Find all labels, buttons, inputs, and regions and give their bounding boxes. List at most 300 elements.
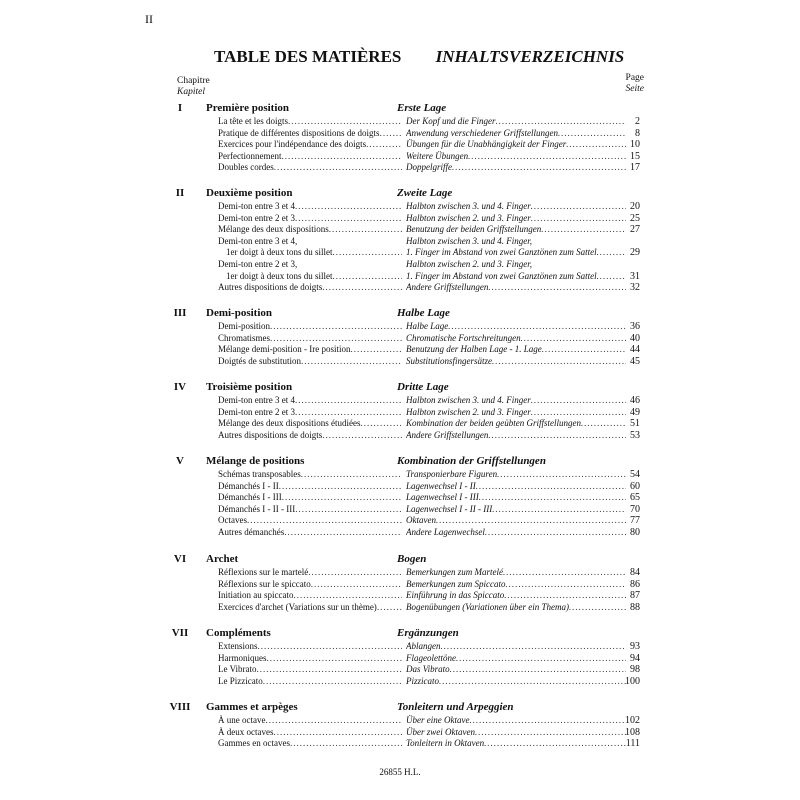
leader-dots — [521, 333, 626, 344]
entry-text-de: Pizzicato — [406, 675, 439, 686]
toc-entry[interactable] — [0, 738, 800, 749]
entry-page-number: 46 — [630, 395, 640, 406]
entry-title-de — [406, 213, 626, 224]
chapter-section — [0, 553, 800, 613]
entry-title-fr — [218, 664, 402, 675]
leader-dots — [484, 738, 626, 749]
chapter-number: I — [177, 102, 183, 114]
chapter-heading — [0, 455, 800, 468]
entry-page-number: 32 — [630, 282, 640, 294]
entry-text-fr: Pratique de différentes dispositions de doigts — [218, 127, 380, 138]
entry-title-fr — [218, 247, 402, 258]
leader-dots — [295, 213, 402, 224]
entry-text-fr: Doubles cordes — [218, 162, 274, 173]
leader-dots — [531, 201, 626, 212]
entry-title-de — [406, 333, 626, 344]
entry-page-number: 102 — [625, 715, 640, 726]
leader-dots — [492, 504, 626, 515]
entry-title-fr — [218, 344, 402, 355]
entry-text-de: Doppelgriffe — [406, 162, 452, 173]
entry-title-fr — [218, 579, 402, 590]
chapter-title-fr: Mélange de positions — [206, 455, 305, 467]
toc-entry[interactable] — [0, 504, 800, 515]
publisher-code: 26855 H.L. — [379, 767, 421, 777]
entry-title-fr — [218, 504, 402, 515]
toc-entry[interactable] — [0, 590, 800, 601]
entry-text-de: Anwendung verschiedener Griffstellungen — [406, 127, 558, 138]
entry-text-de: Einführung in das Spiccato — [406, 590, 505, 601]
entry-title-de — [406, 481, 626, 492]
entry-title-fr — [218, 430, 402, 441]
entry-text-fr: Autres démanchés — [218, 527, 285, 537]
entry-text-fr: Mélange des deux dispositions étudiées — [218, 418, 361, 429]
entry-text-de: Weitere Übungen — [406, 150, 469, 161]
toc-entry[interactable] — [0, 527, 800, 538]
chapter-section — [0, 455, 800, 538]
leader-dots — [456, 653, 626, 664]
entry-page-number: 45 — [630, 355, 640, 367]
leader-dots — [541, 224, 626, 235]
toc-entry[interactable] — [0, 282, 800, 293]
leader-dots — [279, 481, 402, 492]
leader-dots — [295, 395, 402, 406]
leader-dots — [247, 515, 402, 526]
entry-title-de — [406, 201, 626, 212]
entry-title-de — [406, 344, 626, 355]
entry-title-de — [406, 527, 626, 538]
entry-page-number: 51 — [630, 418, 640, 430]
leader-dots — [288, 116, 402, 127]
toc-entry[interactable] — [0, 515, 800, 526]
entry-title-de — [406, 515, 626, 526]
entry-title-fr — [218, 492, 402, 503]
leader-dots — [332, 271, 402, 282]
leader-dots — [270, 321, 402, 332]
entry-title-de — [406, 590, 626, 601]
entry-text-fr: Exercices pour l'indépendance des doigts — [218, 139, 367, 150]
entry-text-de: Bemerkungen zum Martelé — [406, 567, 503, 577]
entry-title-fr — [218, 602, 402, 613]
toc-entry[interactable] — [0, 236, 800, 247]
toc-entry[interactable] — [0, 247, 800, 258]
entry-title-fr — [218, 162, 402, 173]
entry-text-fr: Doigtés de substitution — [218, 355, 301, 366]
leader-dots — [469, 715, 626, 726]
toc-entry[interactable] — [0, 481, 800, 492]
entry-page-number: 86 — [630, 578, 640, 590]
chapter-title-fr: Deuxième position — [206, 187, 293, 199]
entry-text-fr: Démanchés I - II — [218, 480, 279, 491]
leader-dots — [441, 641, 627, 652]
entry-page-number: 53 — [630, 429, 640, 441]
entry-title-fr — [218, 201, 402, 212]
toc-entry[interactable] — [0, 213, 800, 224]
entry-text-fr: Harmoniques — [218, 652, 267, 663]
entry-page-number: 54 — [630, 469, 640, 480]
entry-title-de — [406, 567, 626, 578]
toc-entry[interactable] — [0, 469, 800, 480]
entry-page-number: 27 — [630, 224, 640, 236]
chapter-title-fr: Troisième position — [206, 381, 293, 393]
leader-dots — [377, 602, 402, 613]
entry-title-de — [406, 653, 626, 664]
entry-text-de: Halbton zwischen 2. und 3. Finger — [406, 406, 531, 417]
chapter-title-de: Kombination der Griffstellungen — [397, 455, 546, 467]
entry-title-fr — [218, 727, 402, 738]
entry-title-de — [406, 236, 626, 247]
entry-title-fr — [218, 213, 402, 224]
chapter-section — [0, 307, 800, 367]
entry-text-de: Bemerkungen zum Spiccato — [406, 578, 506, 589]
chapter-label-de: Kapitel — [177, 87, 205, 97]
entry-title-fr — [218, 527, 402, 538]
entry-text-de: Halbton zwischen 3. und 4. Finger — [406, 201, 531, 211]
leader-dots — [566, 139, 626, 150]
leader-dots — [301, 356, 402, 367]
entry-text-fr: Demi-ton entre 2 et 3 — [218, 212, 295, 223]
leader-dots — [450, 664, 626, 675]
entry-title-fr — [218, 469, 402, 480]
entry-page-number: 65 — [630, 492, 640, 504]
leader-dots — [308, 567, 402, 578]
entry-text-de: Halbe Lage — [406, 321, 449, 331]
entry-text-de: Halbton zwischen 2. und 3. Finger — [406, 212, 531, 223]
entry-page-number: 87 — [630, 590, 640, 602]
entry-title-de — [406, 715, 626, 726]
toc-entry[interactable] — [0, 492, 800, 503]
leader-dots — [282, 492, 402, 503]
entry-text-fr: À deux octaves — [218, 726, 274, 737]
entry-page-number: 49 — [630, 406, 640, 418]
entry-title-de — [406, 727, 626, 738]
entry-page-number: 2 — [635, 116, 640, 127]
entry-page-number: 29 — [630, 247, 640, 259]
entry-title-de — [406, 321, 626, 332]
entry-text-fr: Octaves — [218, 515, 247, 526]
entry-title-fr — [218, 321, 402, 332]
chapter-section — [0, 701, 800, 750]
entry-title-fr — [218, 139, 402, 150]
chapter-title-fr: Première position — [206, 102, 289, 114]
leader-dots — [281, 151, 402, 162]
entry-title-de — [406, 738, 626, 749]
chapter-title-de: Bogen — [397, 553, 427, 565]
toc-entry[interactable] — [0, 407, 800, 418]
entry-title-de — [406, 259, 626, 270]
entry-text-fr: Demi-ton entre 3 et 4 — [218, 201, 295, 211]
leader-dots — [476, 481, 626, 492]
entry-page-number: 94 — [630, 652, 640, 664]
entry-page-number: 36 — [630, 321, 640, 332]
chapter-section — [0, 381, 800, 441]
entry-text-de: Lagenwechsel I - II - III — [406, 503, 493, 514]
entry-title-de — [406, 579, 626, 590]
entry-page-number: 100 — [625, 675, 640, 687]
chapter-heading — [0, 307, 800, 320]
entry-text-fr: Réflexions sur le spiccato — [218, 578, 311, 589]
leader-dots — [350, 344, 402, 355]
entry-page-number: 40 — [630, 332, 640, 344]
entry-page-number: 70 — [630, 503, 640, 515]
chapter-title-fr: Archet — [206, 553, 239, 565]
chapter-number: IV — [173, 381, 187, 393]
leader-dots — [488, 430, 626, 441]
leader-dots — [479, 492, 626, 503]
toc-entry[interactable] — [0, 333, 800, 344]
leader-dots — [558, 128, 626, 139]
toc-entry[interactable] — [0, 641, 800, 652]
leader-dots — [270, 333, 402, 344]
leader-dots — [380, 128, 402, 139]
leader-dots — [497, 469, 626, 480]
entry-title-fr — [218, 395, 402, 406]
leader-dots — [332, 247, 402, 258]
leader-dots — [295, 201, 402, 212]
entry-text-de: Bogenübungen (Variationen über ein Thema) — [406, 601, 569, 612]
leader-dots — [448, 321, 626, 332]
entry-page-number: 84 — [630, 567, 640, 578]
entry-text-de: Lagenwechsel I - II — [406, 480, 476, 491]
entry-text-fr: Demi-ton entre 2 et 3 — [218, 406, 295, 417]
chapter-title-de: Halbe Lage — [397, 307, 450, 319]
page-number: II — [145, 12, 153, 26]
toc-entry[interactable] — [0, 116, 800, 127]
entry-title-de — [406, 664, 626, 675]
entry-text-fr: Extensions — [218, 641, 258, 651]
entry-page-number: 17 — [630, 162, 640, 174]
leader-dots — [503, 567, 626, 578]
chapter-title-fr: Demi-position — [206, 307, 272, 319]
entry-page-number: 10 — [630, 139, 640, 151]
entry-text-fr: À une octave — [218, 715, 266, 725]
leader-dots — [468, 151, 626, 162]
entry-page-number: 108 — [625, 726, 640, 738]
entry-title-fr — [218, 224, 402, 235]
entry-title-de — [406, 676, 626, 687]
entry-text-de: Kombination der beiden geübten Griffstellungen — [406, 418, 581, 429]
entry-text-fr: Gammes en octaves — [218, 738, 290, 749]
page-label-fr: Page — [625, 73, 644, 83]
entry-text-fr: Perfectionnement — [218, 150, 282, 161]
entry-title-de — [406, 271, 626, 282]
entry-text-fr: Réflexions sur le martelé — [218, 567, 309, 577]
entry-page-number: 15 — [630, 150, 640, 162]
entry-title-de — [406, 282, 626, 293]
entry-text-fr: Autres dispositions de doigts — [218, 282, 323, 293]
toc-entry[interactable] — [0, 727, 800, 738]
leader-dots — [360, 418, 402, 429]
leader-dots — [496, 116, 627, 127]
entry-title-de — [406, 504, 626, 515]
entry-page-number: 111 — [625, 738, 640, 750]
toc-entry[interactable] — [0, 356, 800, 367]
leader-dots — [295, 504, 402, 515]
entry-text-fr: Autres dispositions de doigts — [218, 429, 323, 440]
chapter-title-fr: Compléments — [206, 627, 271, 639]
entry-text-de: Substitutionsfingersätze — [406, 355, 493, 366]
leader-dots — [475, 727, 626, 738]
leader-dots — [488, 282, 626, 293]
chapter-heading — [0, 187, 800, 200]
entry-title-fr — [218, 128, 402, 139]
entry-text-de: Halbton zwischen 3. und 4. Finger — [406, 395, 531, 405]
entry-title-de — [406, 430, 626, 441]
leader-dots — [274, 162, 402, 173]
entry-text-de: Flageolettöne — [406, 652, 456, 663]
page-column-header — [626, 73, 644, 95]
entry-page-number: 77 — [630, 515, 640, 527]
toc-entry[interactable] — [0, 395, 800, 406]
entry-title-fr — [218, 356, 402, 367]
toc-entry[interactable] — [0, 579, 800, 590]
entry-title-de — [406, 356, 626, 367]
entry-text-fr: La tête et les doigts — [218, 116, 288, 126]
entry-text-fr: Demi-position — [218, 321, 270, 331]
leader-dots — [311, 579, 402, 590]
leader-dots — [531, 407, 626, 418]
chapter-number: VIII — [169, 701, 191, 713]
toc-entry[interactable] — [0, 418, 800, 429]
entry-text-de: Ablangen — [406, 641, 441, 651]
leader-dots — [531, 395, 626, 406]
entry-text-fr: Démanchés I - II - III — [218, 503, 296, 514]
toc-entry[interactable] — [0, 162, 800, 173]
entry-title-de — [406, 492, 626, 503]
chapter-section — [0, 187, 800, 294]
toc-entry[interactable] — [0, 128, 800, 139]
entry-text-de: Benutzung der Halben Lage - 1. Lage — [406, 344, 542, 355]
entry-title-fr — [218, 641, 402, 652]
leader-dots — [531, 213, 626, 224]
entry-title-de — [406, 139, 626, 150]
chapter-title-de: Erste Lage — [397, 102, 447, 114]
entry-text-fr: Demi-ton entre 3 et 4 — [218, 395, 295, 405]
entry-text-fr: Chromatismes — [218, 332, 270, 343]
leader-dots — [284, 527, 402, 538]
entry-text-de: Benutzung der beiden Griffstellungen — [406, 224, 542, 235]
toc-entry[interactable] — [0, 653, 800, 664]
entry-page-number: 98 — [630, 664, 640, 676]
entry-text-fr: 1er doigt à deux tons du sillet — [226, 270, 333, 281]
leader-dots — [263, 676, 402, 687]
chapter-section — [0, 102, 800, 174]
entry-title-fr — [218, 590, 402, 601]
toc-entry[interactable] — [0, 259, 800, 270]
toc-entry[interactable] — [0, 567, 800, 578]
entry-page-number: 80 — [630, 527, 640, 538]
page-label-de: Seite — [625, 84, 644, 94]
chapter-title-fr: Gammes et arpèges — [206, 701, 298, 713]
chapter-heading — [0, 381, 800, 394]
toc-entry[interactable] — [0, 664, 800, 675]
toc-entry[interactable] — [0, 602, 800, 613]
title-german: INHALTSVERZEICHNIS — [435, 47, 625, 66]
entry-title-de — [406, 469, 626, 480]
leader-dots — [290, 738, 402, 749]
entry-title-fr — [218, 271, 402, 282]
entry-text-fr: Mélange des deux dispositions — [218, 224, 329, 235]
chapter-title-de: Dritte Lage — [397, 381, 449, 393]
chapter-heading — [0, 627, 800, 640]
entry-text-fr: Initiation au spiccato — [218, 590, 294, 601]
chapter-label-fr: Chapitre — [177, 76, 210, 86]
toc-entry[interactable] — [0, 201, 800, 212]
leader-dots — [452, 162, 626, 173]
entry-title-fr — [218, 653, 402, 664]
entry-title-fr — [218, 715, 402, 726]
entry-page-number: 8 — [635, 127, 640, 139]
entry-page-number: 20 — [630, 201, 640, 212]
toc-entry[interactable] — [0, 271, 800, 282]
entry-page-number: 60 — [630, 480, 640, 492]
entry-page-number: 44 — [630, 344, 640, 356]
entry-text-de: Lagenwechsel I - III — [406, 492, 479, 503]
leader-dots — [436, 515, 626, 526]
title-french: TABLE DES MATIÈRES — [214, 47, 402, 66]
chapter-heading — [0, 701, 800, 714]
entry-title-fr — [218, 116, 402, 127]
toc-entry[interactable] — [0, 321, 800, 332]
leader-dots — [504, 590, 626, 601]
entry-text-fr: 1er doigt à deux tons du sillet — [226, 247, 333, 258]
entry-text-de: Das Vibrato — [406, 664, 450, 675]
toc-entry[interactable] — [0, 676, 800, 687]
leader-dots — [322, 282, 402, 293]
leader-dots — [258, 641, 403, 652]
chapter-title-de: Ergänzungen — [397, 627, 459, 639]
toc-entry[interactable] — [0, 715, 800, 726]
leader-dots — [492, 356, 626, 367]
entry-title-de — [406, 116, 626, 127]
leader-dots — [265, 715, 402, 726]
leader-dots — [322, 430, 402, 441]
toc-entry[interactable] — [0, 151, 800, 162]
entry-text-de: Andere Lagenwechsel — [406, 527, 485, 537]
entry-title-de — [406, 151, 626, 162]
toc-entry[interactable] — [0, 430, 800, 441]
entry-text-de: 1. Finger im Abstand von zwei Ganztönen zum Sattel — [406, 270, 597, 281]
entry-title-fr — [218, 282, 402, 293]
toc-entry[interactable] — [0, 224, 800, 235]
entry-title-fr — [218, 151, 402, 162]
leader-dots — [439, 676, 626, 687]
entry-title-de — [406, 395, 626, 406]
entry-text-de: Oktaven — [406, 515, 436, 526]
leader-dots — [505, 579, 626, 590]
toc-entry[interactable] — [0, 344, 800, 355]
entry-title-de — [406, 407, 626, 418]
entry-title-fr — [218, 236, 402, 247]
leader-dots — [329, 224, 402, 235]
toc-entry[interactable] — [0, 139, 800, 150]
entry-title-de — [406, 641, 626, 652]
entry-title-de — [406, 247, 626, 258]
entry-title-fr — [218, 676, 402, 687]
leader-dots — [257, 664, 402, 675]
entry-text-de: Der Kopf und die Finger — [406, 116, 496, 126]
leader-dots — [301, 469, 402, 480]
entry-title-de — [406, 418, 626, 429]
entry-text-fr: Démanchés I - III — [218, 492, 282, 503]
entry-text-fr: Exercices d'archet (Variations sur un thème) — [218, 601, 377, 612]
chapter-number: VII — [171, 627, 189, 639]
entry-text-fr: Demi-ton entre 2 et 3, — [218, 259, 298, 269]
entry-title-de — [406, 224, 626, 235]
entry-text-fr: Le Pizzicato — [218, 675, 263, 686]
entry-title-fr — [218, 481, 402, 492]
entry-title-fr — [218, 418, 402, 429]
chapter-number: V — [176, 455, 184, 467]
